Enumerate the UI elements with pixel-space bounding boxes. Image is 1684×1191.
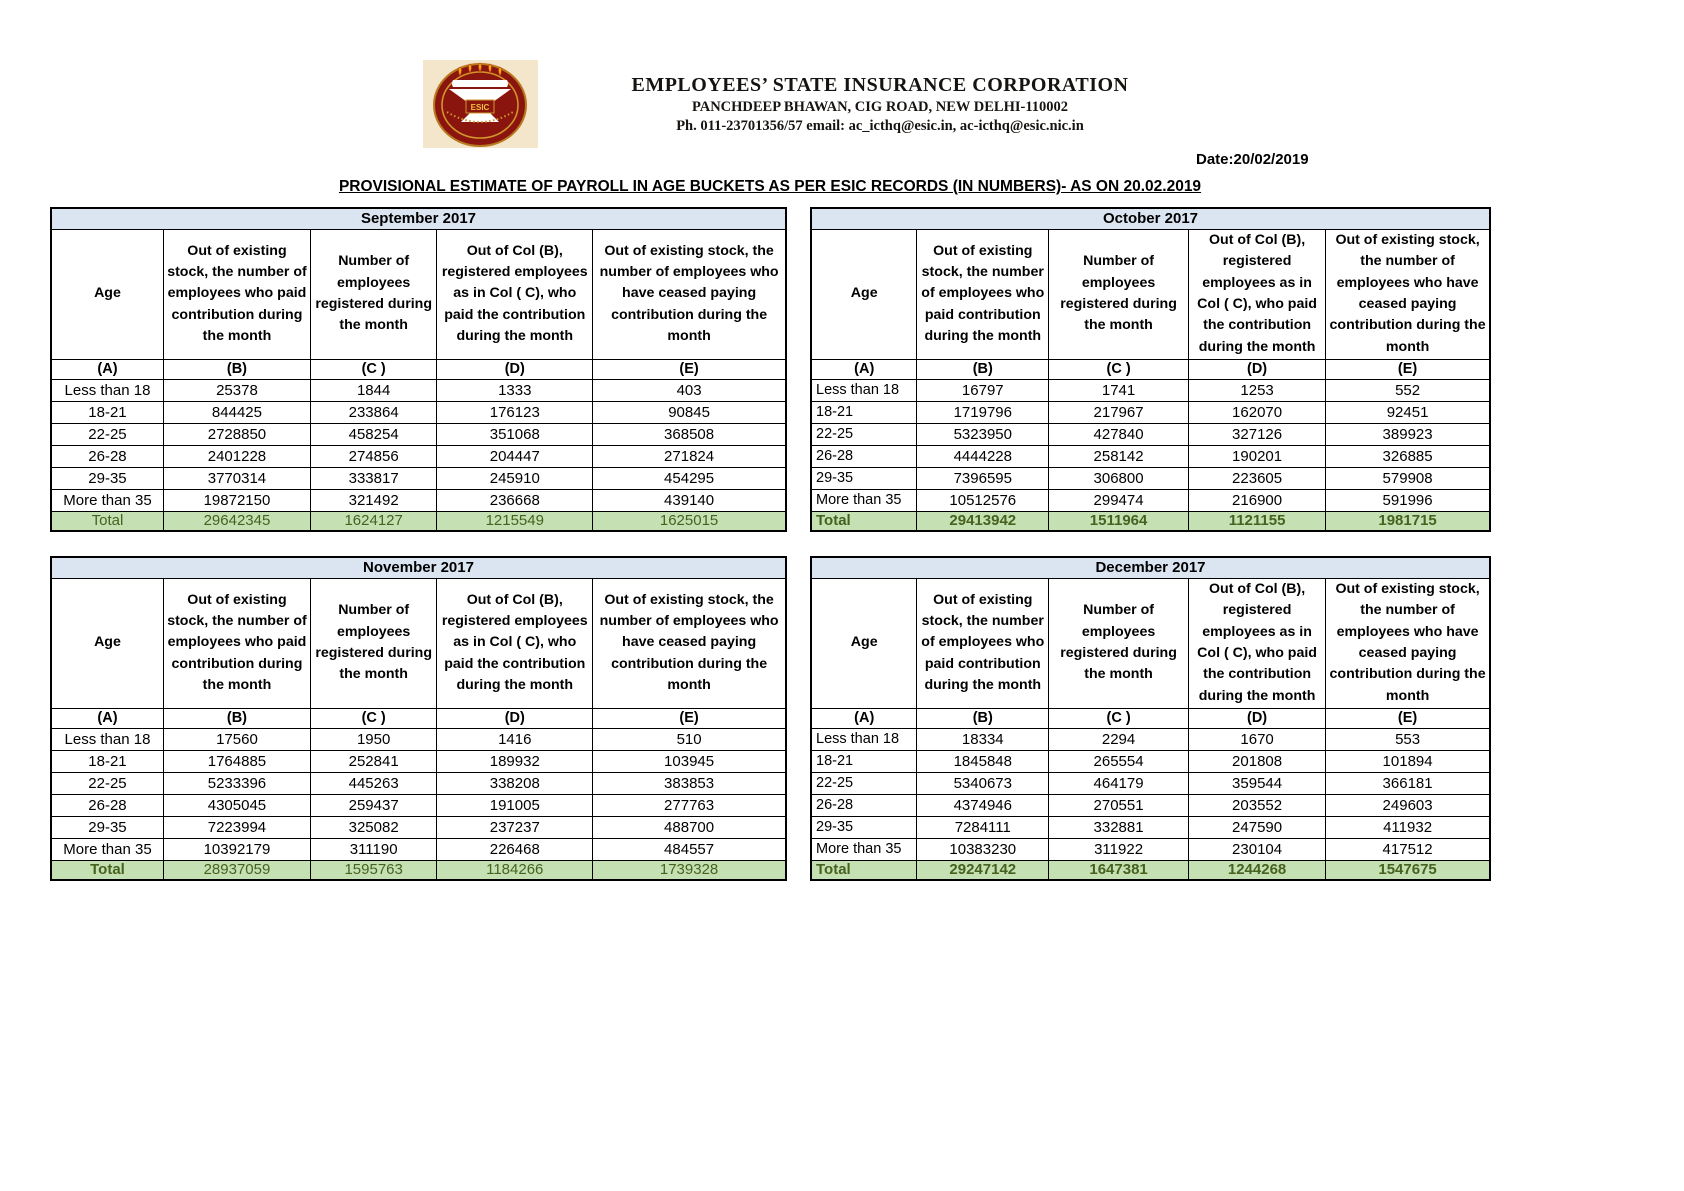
column-header-e: Out of existing stock, the number of employees who have ceased paying contribution during the month bbox=[593, 578, 786, 708]
total-value-cell: 1215549 bbox=[437, 511, 593, 531]
age-cell: 22-25 bbox=[811, 772, 917, 794]
age-cell: 22-25 bbox=[51, 423, 163, 445]
column-header-c: Number of employees registered during the month bbox=[310, 578, 436, 708]
age-cell: Less than 18 bbox=[811, 379, 917, 401]
value-cell: 464179 bbox=[1049, 772, 1189, 794]
total-label-cell: Total bbox=[811, 860, 917, 880]
value-cell: 439140 bbox=[593, 489, 786, 511]
value-cell: 274856 bbox=[310, 445, 436, 467]
report-title: PROVISIONAL ESTIMATE OF PAYROLL IN AGE BUCKETS AS PER ESIC RECORDS (IN NUMBERS)- AS ON 20.02.2019 bbox=[338, 178, 1202, 195]
table-row bbox=[51, 401, 786, 423]
age-cell: 26-28 bbox=[51, 445, 163, 467]
value-cell: 332881 bbox=[1049, 816, 1189, 838]
value-cell: 162070 bbox=[1189, 401, 1326, 423]
column-letter: (E) bbox=[593, 359, 786, 379]
table-row bbox=[51, 511, 786, 531]
value-cell: 204447 bbox=[437, 445, 593, 467]
value-cell: 189932 bbox=[437, 750, 593, 772]
age-cell: 29-35 bbox=[811, 467, 917, 489]
value-cell: 16797 bbox=[917, 379, 1049, 401]
table-row bbox=[51, 423, 786, 445]
value-cell: 1416 bbox=[437, 728, 593, 750]
column-header-age: Age bbox=[51, 229, 163, 359]
table-row bbox=[51, 860, 786, 880]
month-header: December 2017 bbox=[811, 557, 1490, 578]
value-cell: 4374946 bbox=[917, 794, 1049, 816]
total-value-cell: 1739328 bbox=[593, 860, 786, 880]
value-cell: 7396595 bbox=[917, 467, 1049, 489]
value-cell: 10392179 bbox=[163, 838, 310, 860]
column-letter: (B) bbox=[163, 708, 310, 728]
value-cell: 458254 bbox=[310, 423, 436, 445]
age-cell: Less than 18 bbox=[811, 728, 917, 750]
column-letter: (D) bbox=[1189, 359, 1326, 379]
value-cell: 233864 bbox=[310, 401, 436, 423]
value-cell: 321492 bbox=[310, 489, 436, 511]
value-cell: 176123 bbox=[437, 401, 593, 423]
age-cell: 18-21 bbox=[51, 401, 163, 423]
value-cell: 411932 bbox=[1326, 816, 1490, 838]
value-cell: 18334 bbox=[917, 728, 1049, 750]
value-cell: 1670 bbox=[1189, 728, 1326, 750]
value-cell: 445263 bbox=[310, 772, 436, 794]
age-cell: 29-35 bbox=[51, 816, 163, 838]
table-row bbox=[51, 578, 786, 708]
total-value-cell: 1511964 bbox=[1049, 511, 1189, 531]
value-cell: 2401228 bbox=[163, 445, 310, 467]
table-row bbox=[51, 229, 786, 359]
value-cell: 10512576 bbox=[917, 489, 1049, 511]
table-row bbox=[51, 467, 786, 489]
age-cell: 29-35 bbox=[51, 467, 163, 489]
value-cell: 579908 bbox=[1326, 467, 1490, 489]
total-value-cell: 28937059 bbox=[163, 860, 310, 880]
value-cell: 7223994 bbox=[163, 816, 310, 838]
value-cell: 454295 bbox=[593, 467, 786, 489]
column-letter: (C ) bbox=[310, 359, 436, 379]
column-header-b: Out of existing stock, the number of employees who paid contribution during the month bbox=[917, 578, 1049, 708]
table-row bbox=[811, 359, 1490, 379]
month-header: November 2017 bbox=[51, 557, 786, 578]
value-cell: 216900 bbox=[1189, 489, 1326, 511]
age-cell: 18-21 bbox=[51, 750, 163, 772]
value-cell: 1764885 bbox=[163, 750, 310, 772]
value-cell: 249603 bbox=[1326, 794, 1490, 816]
column-letter: (C ) bbox=[1049, 708, 1189, 728]
age-cell: 29-35 bbox=[811, 816, 917, 838]
value-cell: 4444228 bbox=[917, 445, 1049, 467]
org-name: EMPLOYEES’ STATE INSURANCE CORPORATION bbox=[631, 74, 1129, 96]
value-cell: 191005 bbox=[437, 794, 593, 816]
column-header-d: Out of Col (B), registered employees as in Col ( C), who paid the contribution during the month bbox=[437, 229, 593, 359]
value-cell: 351068 bbox=[437, 423, 593, 445]
age-cell: 26-28 bbox=[51, 794, 163, 816]
value-cell: 270551 bbox=[1049, 794, 1189, 816]
value-cell: 311922 bbox=[1049, 838, 1189, 860]
total-label-cell: Total bbox=[51, 511, 163, 531]
value-cell: 271824 bbox=[593, 445, 786, 467]
table-row bbox=[811, 794, 1490, 816]
value-cell: 311190 bbox=[310, 838, 436, 860]
table-row bbox=[811, 557, 1490, 578]
column-letter: (A) bbox=[51, 359, 163, 379]
value-cell: 427840 bbox=[1049, 423, 1189, 445]
total-value-cell: 29642345 bbox=[163, 511, 310, 531]
value-cell: 383853 bbox=[593, 772, 786, 794]
column-header-e: Out of existing stock, the number of employees who have ceased paying contribution during the month bbox=[1326, 578, 1490, 708]
column-header-e: Out of existing stock, the number of employees who have ceased paying contribution during the month bbox=[593, 229, 786, 359]
value-cell: 258142 bbox=[1049, 445, 1189, 467]
table-row bbox=[51, 728, 786, 750]
value-cell: 333817 bbox=[310, 467, 436, 489]
column-header-c: Number of employees registered during the month bbox=[1049, 578, 1189, 708]
age-cell: More than 35 bbox=[51, 489, 163, 511]
column-header-e: Out of existing stock, the number of employees who have ceased paying contribution during the month bbox=[1326, 229, 1490, 359]
table-row bbox=[51, 489, 786, 511]
table-row bbox=[811, 838, 1490, 860]
payroll-table-october-2017 bbox=[810, 207, 1491, 532]
table-row bbox=[51, 359, 786, 379]
age-cell: More than 35 bbox=[811, 489, 917, 511]
payroll-table-november-2017 bbox=[50, 556, 787, 881]
column-header-b: Out of existing stock, the number of employees who paid contribution during the month bbox=[163, 229, 310, 359]
column-header-age: Age bbox=[811, 229, 917, 359]
age-cell: More than 35 bbox=[51, 838, 163, 860]
total-value-cell: 1184266 bbox=[437, 860, 593, 880]
value-cell: 591996 bbox=[1326, 489, 1490, 511]
value-cell: 230104 bbox=[1189, 838, 1326, 860]
month-header: September 2017 bbox=[51, 208, 786, 229]
value-cell: 844425 bbox=[163, 401, 310, 423]
total-label-cell: Total bbox=[811, 511, 917, 531]
value-cell: 92451 bbox=[1326, 401, 1490, 423]
org-contact: Ph. 011-23701356/57 email: ac_icthq@esic.in, ac-icthq@esic.nic.in bbox=[676, 118, 1084, 134]
value-cell: 484557 bbox=[593, 838, 786, 860]
value-cell: 325082 bbox=[310, 816, 436, 838]
column-letter: (B) bbox=[917, 359, 1049, 379]
column-header-d: Out of Col (B), registered employees as in Col ( C), who paid the contribution during the month bbox=[1189, 578, 1326, 708]
value-cell: 1719796 bbox=[917, 401, 1049, 423]
table-row bbox=[811, 467, 1490, 489]
value-cell: 306800 bbox=[1049, 467, 1189, 489]
table-row bbox=[51, 816, 786, 838]
table-row bbox=[51, 208, 786, 229]
value-cell: 2728850 bbox=[163, 423, 310, 445]
table-row bbox=[51, 379, 786, 401]
value-cell: 338208 bbox=[437, 772, 593, 794]
value-cell: 217967 bbox=[1049, 401, 1189, 423]
column-header-age: Age bbox=[51, 578, 163, 708]
column-letter: (D) bbox=[437, 359, 593, 379]
logo-esic-text: ESIC bbox=[470, 103, 490, 112]
total-value-cell: 1625015 bbox=[593, 511, 786, 531]
total-value-cell: 1647381 bbox=[1049, 860, 1189, 880]
age-cell: 22-25 bbox=[811, 423, 917, 445]
value-cell: 4305045 bbox=[163, 794, 310, 816]
table-row bbox=[51, 838, 786, 860]
value-cell: 203552 bbox=[1189, 794, 1326, 816]
value-cell: 326885 bbox=[1326, 445, 1490, 467]
table-row bbox=[811, 423, 1490, 445]
value-cell: 5233396 bbox=[163, 772, 310, 794]
column-letter: (B) bbox=[917, 708, 1049, 728]
value-cell: 237237 bbox=[437, 816, 593, 838]
value-cell: 1844 bbox=[310, 379, 436, 401]
value-cell: 252841 bbox=[310, 750, 436, 772]
value-cell: 3770314 bbox=[163, 467, 310, 489]
value-cell: 1253 bbox=[1189, 379, 1326, 401]
column-header-age: Age bbox=[811, 578, 917, 708]
column-header-c: Number of employees registered during the month bbox=[310, 229, 436, 359]
value-cell: 103945 bbox=[593, 750, 786, 772]
value-cell: 2294 bbox=[1049, 728, 1189, 750]
age-cell: More than 35 bbox=[811, 838, 917, 860]
table-row bbox=[51, 708, 786, 728]
column-letter: (C ) bbox=[310, 708, 436, 728]
payroll-table-december-2017 bbox=[810, 556, 1491, 881]
table-row bbox=[51, 794, 786, 816]
value-cell: 359544 bbox=[1189, 772, 1326, 794]
value-cell: 403 bbox=[593, 379, 786, 401]
payroll-table-september-2017 bbox=[50, 207, 787, 532]
value-cell: 1333 bbox=[437, 379, 593, 401]
age-cell: Less than 18 bbox=[51, 728, 163, 750]
table-row bbox=[811, 578, 1490, 708]
table-row bbox=[811, 208, 1490, 229]
value-cell: 488700 bbox=[593, 816, 786, 838]
value-cell: 236668 bbox=[437, 489, 593, 511]
column-letter: (A) bbox=[811, 708, 917, 728]
value-cell: 368508 bbox=[593, 423, 786, 445]
table-row bbox=[811, 229, 1490, 359]
value-cell: 226468 bbox=[437, 838, 593, 860]
column-letter: (A) bbox=[811, 359, 917, 379]
total-value-cell: 1121155 bbox=[1189, 511, 1326, 531]
letterhead bbox=[500, 74, 1260, 135]
report-date: Date:20/02/2019 bbox=[1196, 151, 1309, 168]
table-row bbox=[811, 489, 1490, 511]
value-cell: 90845 bbox=[593, 401, 786, 423]
column-letter: (E) bbox=[1326, 708, 1490, 728]
month-header: October 2017 bbox=[811, 208, 1490, 229]
value-cell: 327126 bbox=[1189, 423, 1326, 445]
total-value-cell: 1547675 bbox=[1326, 860, 1490, 880]
table-row bbox=[51, 750, 786, 772]
column-letter: (D) bbox=[437, 708, 593, 728]
table-row bbox=[51, 557, 786, 578]
table-row bbox=[811, 860, 1490, 880]
value-cell: 247590 bbox=[1189, 816, 1326, 838]
column-letter: (C ) bbox=[1049, 359, 1189, 379]
value-cell: 552 bbox=[1326, 379, 1490, 401]
column-header-d: Out of Col (B), registered employees as in Col ( C), who paid the contribution during the month bbox=[1189, 229, 1326, 359]
value-cell: 19872150 bbox=[163, 489, 310, 511]
column-letter: (E) bbox=[1326, 359, 1490, 379]
value-cell: 277763 bbox=[593, 794, 786, 816]
total-value-cell: 1244268 bbox=[1189, 860, 1326, 880]
value-cell: 1950 bbox=[310, 728, 436, 750]
table-row bbox=[811, 511, 1490, 531]
age-cell: 26-28 bbox=[811, 445, 917, 467]
value-cell: 17560 bbox=[163, 728, 310, 750]
value-cell: 265554 bbox=[1049, 750, 1189, 772]
column-header-b: Out of existing stock, the number of employees who paid contribution during the month bbox=[163, 578, 310, 708]
value-cell: 10383230 bbox=[917, 838, 1049, 860]
value-cell: 553 bbox=[1326, 728, 1490, 750]
value-cell: 389923 bbox=[1326, 423, 1490, 445]
value-cell: 223605 bbox=[1189, 467, 1326, 489]
value-cell: 245910 bbox=[437, 467, 593, 489]
total-value-cell: 29247142 bbox=[917, 860, 1049, 880]
table-row bbox=[811, 445, 1490, 467]
value-cell: 510 bbox=[593, 728, 786, 750]
age-cell: 22-25 bbox=[51, 772, 163, 794]
column-letter: (D) bbox=[1189, 708, 1326, 728]
table-row bbox=[811, 401, 1490, 423]
column-letter: (B) bbox=[163, 359, 310, 379]
value-cell: 259437 bbox=[310, 794, 436, 816]
value-cell: 7284111 bbox=[917, 816, 1049, 838]
value-cell: 417512 bbox=[1326, 838, 1490, 860]
total-value-cell: 1981715 bbox=[1326, 511, 1490, 531]
column-header-d: Out of Col (B), registered employees as in Col ( C), who paid the contribution during the month bbox=[437, 578, 593, 708]
table-row bbox=[811, 379, 1490, 401]
total-value-cell: 1624127 bbox=[310, 511, 436, 531]
table-row bbox=[811, 816, 1490, 838]
value-cell: 1845848 bbox=[917, 750, 1049, 772]
age-cell: 18-21 bbox=[811, 401, 917, 423]
table-row bbox=[811, 708, 1490, 728]
column-header-b: Out of existing stock, the number of employees who paid contribution during the month bbox=[917, 229, 1049, 359]
column-header-c: Number of employees registered during the month bbox=[1049, 229, 1189, 359]
table-row bbox=[51, 445, 786, 467]
table-row bbox=[811, 772, 1490, 794]
org-address: PANCHDEEP BHAWAN, CIG ROAD, NEW DELHI-110002 bbox=[691, 99, 1069, 115]
age-cell: 26-28 bbox=[811, 794, 917, 816]
value-cell: 5340673 bbox=[917, 772, 1049, 794]
column-letter: (A) bbox=[51, 708, 163, 728]
age-cell: Less than 18 bbox=[51, 379, 163, 401]
total-label-cell: Total bbox=[51, 860, 163, 880]
table-row bbox=[811, 728, 1490, 750]
value-cell: 1741 bbox=[1049, 379, 1189, 401]
table-row bbox=[51, 772, 786, 794]
total-value-cell: 29413942 bbox=[917, 511, 1049, 531]
age-cell: 18-21 bbox=[811, 750, 917, 772]
table-row bbox=[811, 750, 1490, 772]
total-value-cell: 1595763 bbox=[310, 860, 436, 880]
value-cell: 299474 bbox=[1049, 489, 1189, 511]
value-cell: 190201 bbox=[1189, 445, 1326, 467]
value-cell: 25378 bbox=[163, 379, 310, 401]
value-cell: 5323950 bbox=[917, 423, 1049, 445]
value-cell: 366181 bbox=[1326, 772, 1490, 794]
value-cell: 101894 bbox=[1326, 750, 1490, 772]
value-cell: 201808 bbox=[1189, 750, 1326, 772]
column-letter: (E) bbox=[593, 708, 786, 728]
